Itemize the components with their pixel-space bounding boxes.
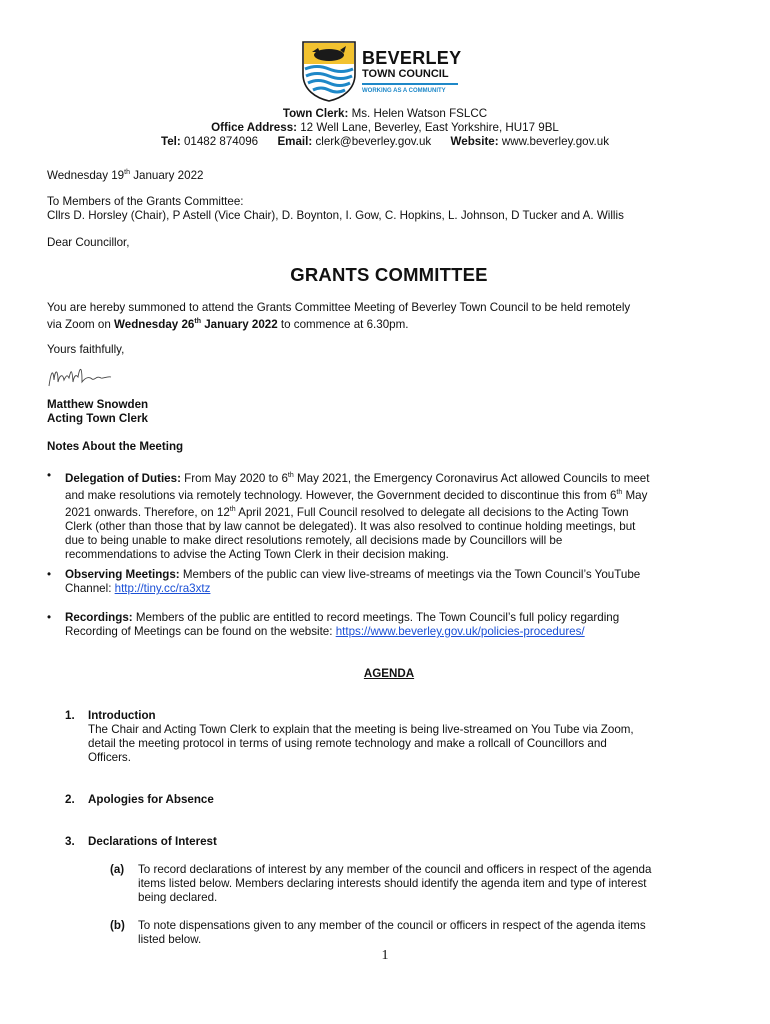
logo-tagline: WORKING AS A COMMUNITY [362,88,446,94]
delegation-text: Delegation of Duties: From May 2020 to 6th May 2021, the Emergency Coronavirus Act allowed Councils to meet and make resolutions via remotely technology. However, the Government decided to discontinue this from 6th May 2021 onwards. Therefore, on 12th April 2021, Full Council resolved to delegate all decisions to the Acting Town Clerk (other than those that by law cannot be delegated). It was also resolved to continue holding meetings, but due to being unable to make direct resolutions remotely, all decisions made by Councillors will be recommendations to advise the Acting Town Clerk in their decision making. [65,471,650,561]
signature [45,362,115,392]
agenda-item-3a-label: (a) [110,863,125,876]
office-value: 12 Well Lane, Beverley, East Yorkshire, HU17 9BL [297,121,559,134]
agenda-item-3a: To record declarations of interest by any member of the council and officers in respect of the agenda items listed below. Members declaring interests should identify the agenda item and type of interest being declared. [138,863,652,904]
agenda-item-2-title: Apologies for Absence [88,793,214,806]
crest-icon [300,40,358,102]
email-label: Email: [277,135,313,148]
tel-value: 01482 874096 [180,135,259,148]
signer-role: Acting Town Clerk [47,412,148,425]
page-number: 1 [381,948,389,963]
agenda-item-1-number: 1. [65,709,75,722]
salutation: Dear Councillor, [47,236,130,249]
logo-subtitle: TOWN COUNCIL [362,68,449,80]
agenda-item-3b: To note dispensations given to any member of the council or officers in respect of the agenda items listed below. [138,919,646,946]
tel-label: Tel: [160,135,181,148]
recordings-text: Recordings: Members of the public are entitled to record meetings. The Town Council’s full policy regarding Recording of Meetings can be found on the website: https://www.beverley.gov.uk/policies-procedures/ [65,611,620,638]
office-line [0,121,770,135]
contact-line [0,135,770,149]
summons-line-2: via Zoom on Wednesday 26th January 2022 to commence at 6.30pm. [47,317,409,331]
agenda-item-3b-label: (b) [110,919,125,932]
policies-link[interactable]: https://www.beverley.gov.uk/policies-procedures/ [335,625,585,638]
letter-date: Wednesday 19th January 2022 [47,168,204,182]
clerk-label: Town Clerk: [282,107,349,120]
agenda-item-1-title: Introduction [88,709,156,722]
notes-heading: Notes About the Meeting [47,440,184,453]
agenda-item-1: Introduction The Chair and Acting Town Clerk to explain that the meeting is being live-streamed on You Tube via Zoom, detail the meeting protocol in terms of using remote technology and make a rollcall of Councillors and Officers. [88,709,634,764]
page-title: GRANTS COMMITTEE [290,264,488,285]
bullet-recordings: • [47,611,52,624]
agenda-item-3-title: Declarations of Interest [88,835,217,848]
website-label: Website: [450,135,499,148]
summons-line-1: You are hereby summoned to attend the Grants Committee Meeting of Beverley Town Council to be held remotely [47,301,631,314]
agenda-item-3-number: 3. [65,835,75,848]
youtube-link[interactable]: http://tiny.cc/ra3xtz [114,582,211,595]
agenda-heading: AGENDA [363,667,415,680]
recipients-heading: To Members of the Grants Committee: [47,195,244,208]
council-logo [300,40,475,102]
clerk-line [0,107,770,121]
website-value[interactable]: www.beverley.gov.uk [498,135,610,148]
councillor-list: Cllrs D. Horsley (Chair), P Astell (Vice Chair), D. Boynton, I. Gow, C. Hopkins, L. Johnson, D Tucker and A. Willis [47,209,624,222]
email-value[interactable]: clerk@beverley.gov.uk [312,135,432,148]
office-label: Office Address: [211,121,298,134]
bullet-delegation: • [47,469,52,482]
signer-name: Matthew Snowden [47,398,149,411]
clerk-value: Ms. Helen Watson FSLCC [348,107,488,120]
closing: Yours faithfully, [47,343,125,356]
signature-icon [45,362,115,392]
agenda-item-2-number: 2. [65,793,75,806]
bullet-observing: • [47,568,52,581]
logo-divider [362,83,458,85]
logo-name: BEVERLEY [362,48,462,68]
observing-text: Observing Meetings: Members of the public can view live-streams of meetings via the Town Council’s YouTube Channel: http://tiny.cc/ra3xtz [65,568,641,595]
